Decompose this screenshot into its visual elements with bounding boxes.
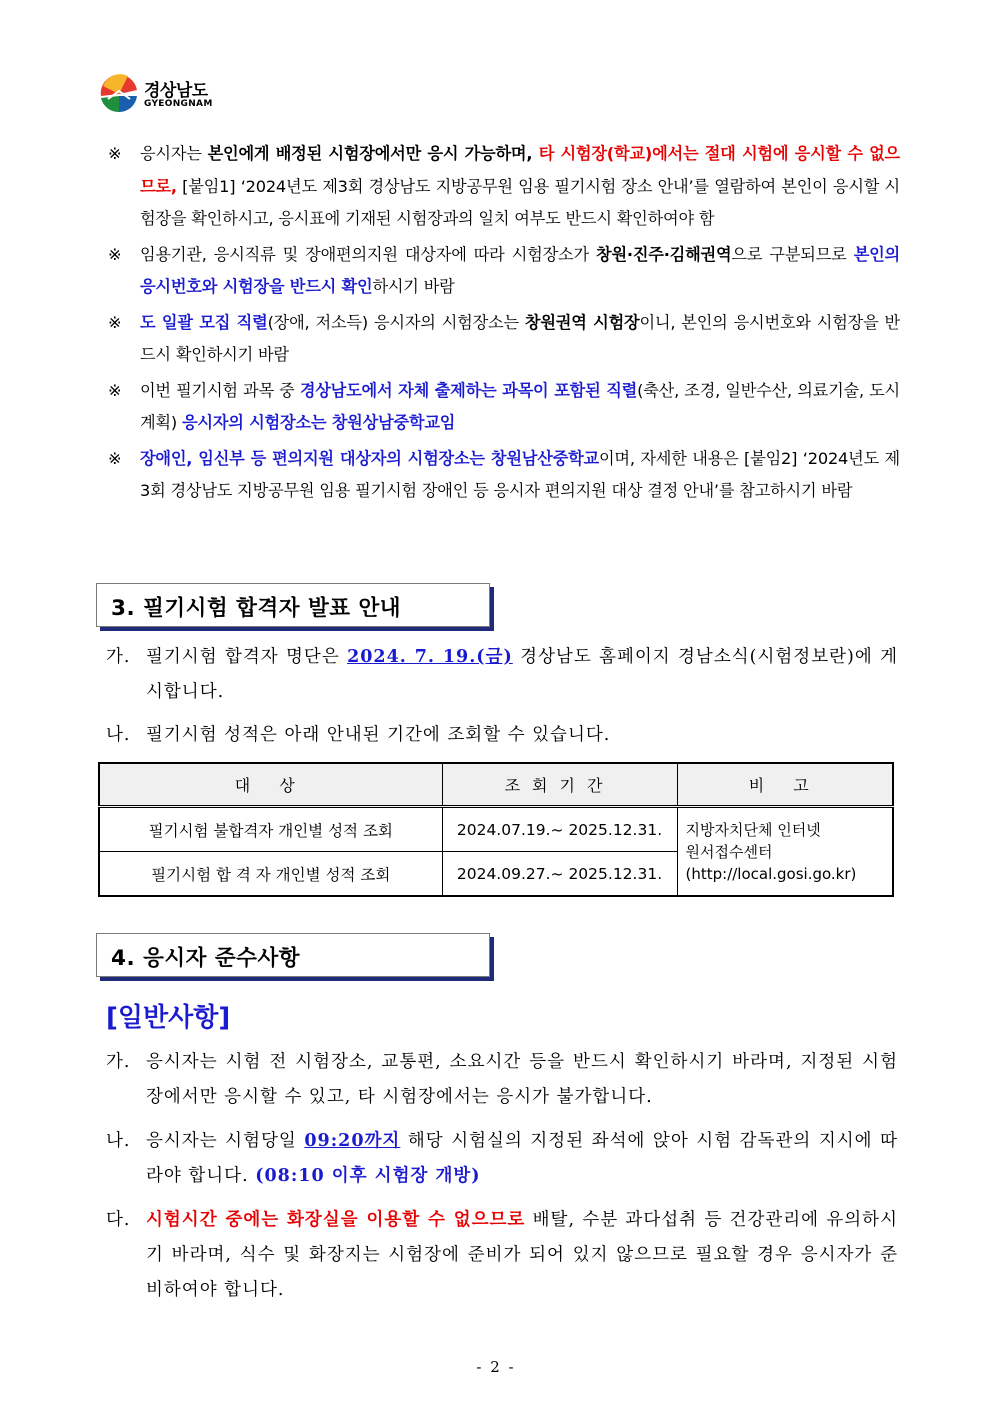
notice-text: 도 일괄 모집 직렬 xyxy=(140,312,268,332)
item-text: 필기시험 성적은 아래 안내된 기간에 조회할 수 있습니다. xyxy=(146,725,611,745)
table-header: 비 고 xyxy=(677,763,893,807)
notice-text: 임용기관, 응시직류 및 장애편의지원 대상자에 따라 시험장소가 xyxy=(140,244,597,264)
restroom-warning: 시험시간 중에는 화장실을 이용할 수 없으므로 xyxy=(146,1210,526,1230)
logo-korean-text: 경상남도 xyxy=(144,81,208,101)
logo xyxy=(98,72,238,122)
item-text: 경상남도 홈페이지 경남소식(시험정보란)에 게시합니다. xyxy=(146,647,898,702)
item-label: 다. xyxy=(106,1210,131,1230)
table-header: 조회기간 xyxy=(442,763,677,807)
notice-text: 이니, 본인의 응시번호와 시험장을 반드시 확인하시기 바람 xyxy=(140,312,900,364)
item-label: 나. xyxy=(106,725,131,745)
logo-english-text: GYEONGNAM xyxy=(144,99,213,109)
notice-text: 타 시험장(학교)에서는 절대 시험에 응시할 수 없으므로, xyxy=(140,144,900,196)
notice-text: 응시자의 시험장소는 창원상남중학교임 xyxy=(181,413,456,432)
section-4-item-na xyxy=(106,1124,898,1194)
notice-text: (장애, 저소득) 응시자의 시험장소는 xyxy=(267,312,525,332)
notice-text: 창원권역 시험장 xyxy=(524,312,640,332)
section-3-item-na xyxy=(106,718,898,753)
announcement-date: 2024. 7. 19.(금) xyxy=(347,647,513,667)
notice-text: 본인의 응시번호와 시험장을 반드시 확인 xyxy=(140,244,900,296)
notice-text: 응시자는 xyxy=(140,144,208,163)
table-header-row xyxy=(99,763,893,807)
section-3-item-ga xyxy=(106,640,898,710)
notice-item xyxy=(108,375,900,440)
note-line: (http://local.gosi.go.kr) xyxy=(685,864,857,883)
item-text: 응시자는 시험 전 시험장소, 교통편, 소요시간 등을 반드시 확인하시기 바라며, 지정된 시험장에서만 응시할 수 있고, 타 시험장에서는 응시가 불가합니다. xyxy=(146,1052,898,1107)
note-line: 지방자치단체 인터넷 xyxy=(685,820,821,839)
item-text: 배탈, 수분 과다섭취 등 건강관리에 유의하시기 바라며, 식수 및 화장지는 시험장에 준비가 되어 있지 않으므로 필요할 경우 응시자가 준비하여야 합니다. xyxy=(146,1210,898,1300)
notice-text: 이며, 자세한 내용은 [붙임2] ‘2024년도 제3회 경상남도 지방공무원 임용 필기시험 장애인 등 응시자 편의지원 대상 결정 안내’를 참고하시기 바람 xyxy=(140,448,900,500)
notice-item xyxy=(108,443,900,508)
item-text: 해당 시험실의 지정된 좌석에 앉아 시험 감독관의 지시에 따라야 합니다. xyxy=(146,1131,898,1186)
notice-item xyxy=(108,307,900,372)
section-4-item-ga xyxy=(106,1045,898,1115)
reference-mark: ※ xyxy=(108,144,122,163)
notice-list xyxy=(108,138,900,511)
section-4-title: 4. 응시자 준수사항 xyxy=(111,946,300,971)
note-line: 원서접수센터 xyxy=(685,842,773,861)
table-cell-note xyxy=(677,807,893,897)
item-text: 응시자는 시험당일 xyxy=(146,1131,305,1151)
reference-mark: ※ xyxy=(108,380,122,400)
notice-item xyxy=(108,239,900,304)
notice-text: 으로 구분되므로 xyxy=(731,244,854,264)
table-cell-period: 2024.09.27.~ 2025.12.31. xyxy=(442,852,677,897)
notice-text: 창원·진주·김해권역 xyxy=(596,244,732,264)
notice-text: 이번 필기시험 과목 중 xyxy=(140,380,300,400)
section-4-item-da xyxy=(106,1203,898,1308)
item-label: 가. xyxy=(106,1052,131,1072)
table-cell-period: 2024.07.19.~ 2025.12.31. xyxy=(442,807,677,852)
reference-mark: ※ xyxy=(108,448,122,468)
reference-mark: ※ xyxy=(108,244,122,264)
item-label: 가. xyxy=(106,647,131,667)
table-row xyxy=(99,807,893,852)
notice-text: (축산, 조경, 일반수산, 의료기술, 도시계획) xyxy=(140,380,900,432)
item-text: 필기시험 합격자 명단은 xyxy=(146,647,348,667)
score-inquiry-table xyxy=(98,762,894,897)
section-3-title: 3. 필기시험 합격자 발표 안내 xyxy=(111,596,402,621)
notice-text: [붙임1] ‘2024년도 제3회 경상남도 지방공무원 임용 필기시험 장소 안내’를 열람하여 본인이 응시할 시험장을 확인하시고, 응시표에 기재된 시험장과의 일치 여부도 반드시 확인하여야 함 xyxy=(140,176,900,228)
notice-text: 하시기 바람 xyxy=(372,277,455,296)
section-4-heading xyxy=(96,933,490,977)
notice-text: 본인에게 배정된 시험장에서만 응시 가능하며, xyxy=(207,144,539,163)
gyeongnam-emblem-icon xyxy=(98,72,140,114)
table-header: 대 상 xyxy=(99,763,442,807)
table-cell-target: 필기시험 합 격 자 개인별 성적 조회 xyxy=(99,852,442,897)
page-number: - 2 - xyxy=(476,1358,516,1376)
notice-text: 경상남도에서 자체 출제하는 과목이 포함된 직렬 xyxy=(299,380,638,400)
notice-text: 장애인, 임신부 등 편의지원 대상자의 시험장소는 창원남산중학교 xyxy=(140,448,599,468)
item-label: 나. xyxy=(106,1131,131,1151)
reference-mark: ※ xyxy=(108,312,122,332)
table-cell-target: 필기시험 불합격자 개인별 성적 조회 xyxy=(99,807,442,852)
venue-opening-note: (08:10 이후 시험장 개방) xyxy=(255,1166,481,1186)
general-rules-heading: [일반사항] xyxy=(106,1003,231,1033)
arrival-time: 09:20까지 xyxy=(304,1131,401,1151)
section-3-heading xyxy=(96,583,490,627)
notice-item xyxy=(108,138,900,236)
